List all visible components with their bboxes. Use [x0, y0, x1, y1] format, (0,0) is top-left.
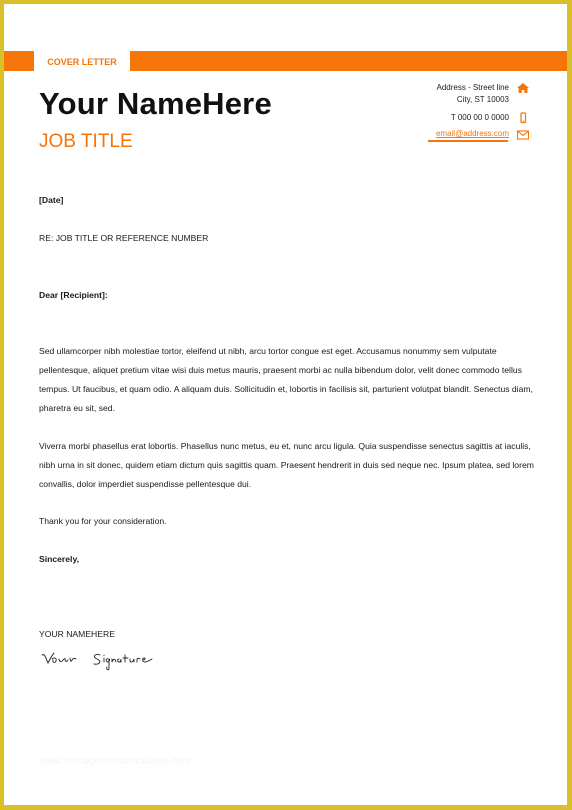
watermark-text: www.heritagechristiancollege.com	[40, 756, 191, 767]
address-line-2: City, ST 10003	[456, 95, 509, 104]
reference-line: RE: JOB TITLE OR REFERENCE NUMBER	[39, 233, 209, 243]
closing: Sincerely,	[39, 554, 79, 564]
contact-email[interactable]: email@address.com	[435, 129, 509, 138]
contact-phone: T 000 00 0 0000	[450, 113, 509, 122]
envelope-icon	[516, 129, 530, 141]
body-paragraph-2: Viverra morbi phasellus erat lobortis. Phasellus nunc metus, eu et, nunc arcu ligula. Quia suspendisse senectus sagittis at iaculis, nibh urna in sit donec, quidem etiam dictum quis sagittis quam. Praesent hendrerit in duis sed neque nec. Ipsum platea, sed lorem convallis, dolor imperdiet suspendisse pellentesque dui.	[39, 441, 534, 489]
applicant-name: Your NameHere	[39, 86, 272, 121]
contact-address	[437, 82, 509, 106]
mobile-phone-icon	[516, 112, 530, 124]
letter-date: [Date]	[39, 195, 64, 205]
salutation: Dear [Recipient]:	[39, 290, 108, 300]
signer-name: YOUR NAMEHERE	[39, 629, 115, 639]
document-page	[4, 4, 567, 805]
email-underline-rule	[428, 140, 508, 142]
body-paragraph-1: Sed ullamcorper nibh molestiae tortor, eleifend ut nibh, arcu tortor congue est eget. Accusamus nonummy sem vulputate pellentesque, aliquet pretium vitae wisi duis metus mauris, praesent morbi ac nulla bibendum dolor, velit donec commodo tellus tempus. Ut faucibus, et quam odio. A aliquam duis. Sollicitudin et, lobortis in facilisis sit, parturient volutpat blandit. Senectus diam, pharetra eu sit, sed.	[39, 346, 533, 413]
address-line-1: Address - Street line	[436, 83, 509, 92]
cover-letter-tab: COVER LETTER	[34, 51, 130, 75]
home-icon	[516, 82, 530, 94]
thank-you-line: Thank you for your consideration.	[39, 516, 167, 526]
handwritten-signature	[40, 647, 190, 675]
job-title: JOB TITLE	[39, 131, 133, 152]
